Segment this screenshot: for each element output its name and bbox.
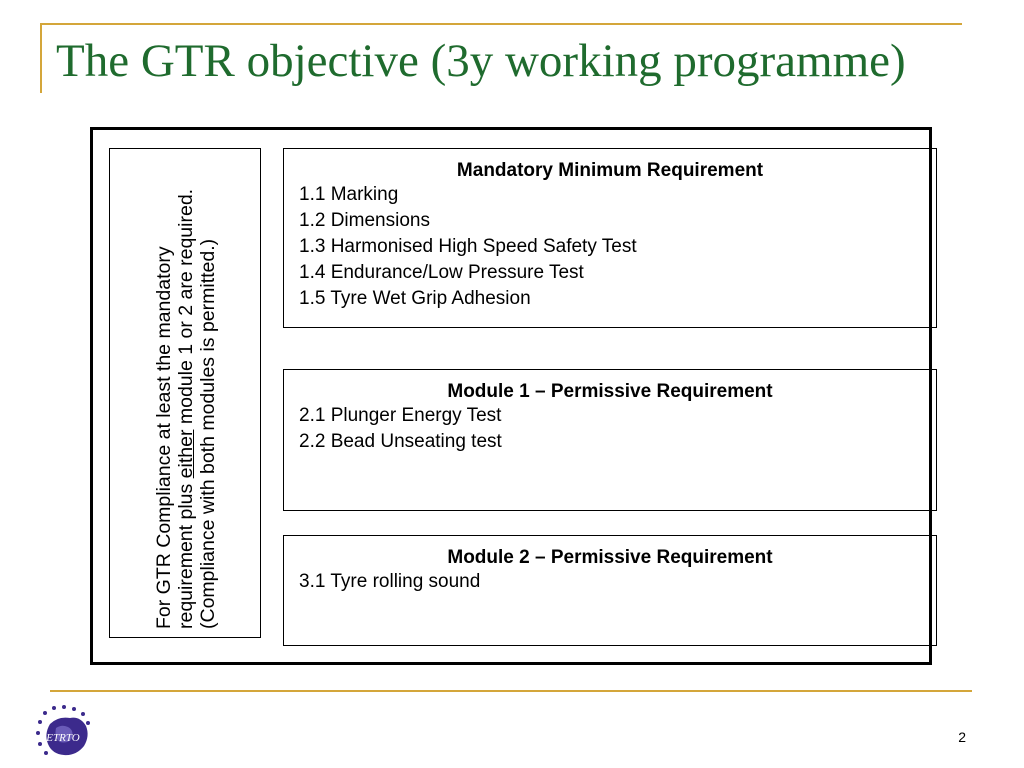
list-item: 1.5 Tyre Wet Grip Adhesion (299, 288, 531, 309)
etrto-logo-icon (30, 700, 100, 764)
slide-title: The GTR objective (3y working programme) (56, 35, 906, 87)
compliance-note-box (109, 148, 261, 638)
left-accent-rule (40, 23, 42, 93)
top-accent-rule (40, 23, 962, 25)
bottom-accent-rule (50, 690, 972, 692)
module-1-heading: Module 1 – Permissive Requirement (447, 381, 773, 402)
list-item: 1.4 Endurance/Low Pressure Test (299, 262, 584, 283)
list-item: 1.2 Dimensions (299, 210, 430, 231)
module-1-list (284, 403, 936, 455)
list-item: 2.2 Bead Unseating test (299, 431, 502, 452)
list-item: 3.1 Tyre rolling sound (299, 571, 481, 592)
module-2-heading: Module 2 – Permissive Requirement (447, 547, 773, 568)
module-2-list (284, 569, 936, 595)
list-item: 2.1 Plunger Energy Test (299, 405, 502, 426)
module-2-box (283, 535, 937, 646)
page-number: 2 (958, 729, 966, 745)
mandatory-requirement-heading: Mandatory Minimum Requirement (456, 160, 764, 181)
list-item: 1.1 Marking (299, 184, 399, 205)
compliance-note-part-2: module 1 or 2 are required. (Compliance with both modules is permitted.) (175, 188, 219, 629)
mandatory-requirement-list (284, 182, 936, 312)
logo-text: ETRTO (46, 732, 80, 744)
compliance-note-underlined: either (175, 429, 197, 479)
module-1-box (283, 369, 937, 511)
compliance-note-text (153, 159, 219, 629)
list-item: 1.3 Harmonised High Speed Safety Test (299, 236, 637, 257)
mandatory-requirement-box (283, 148, 937, 328)
compliance-note-part-1: For GTR Compliance at least the mandatory requirement plus (153, 246, 197, 629)
